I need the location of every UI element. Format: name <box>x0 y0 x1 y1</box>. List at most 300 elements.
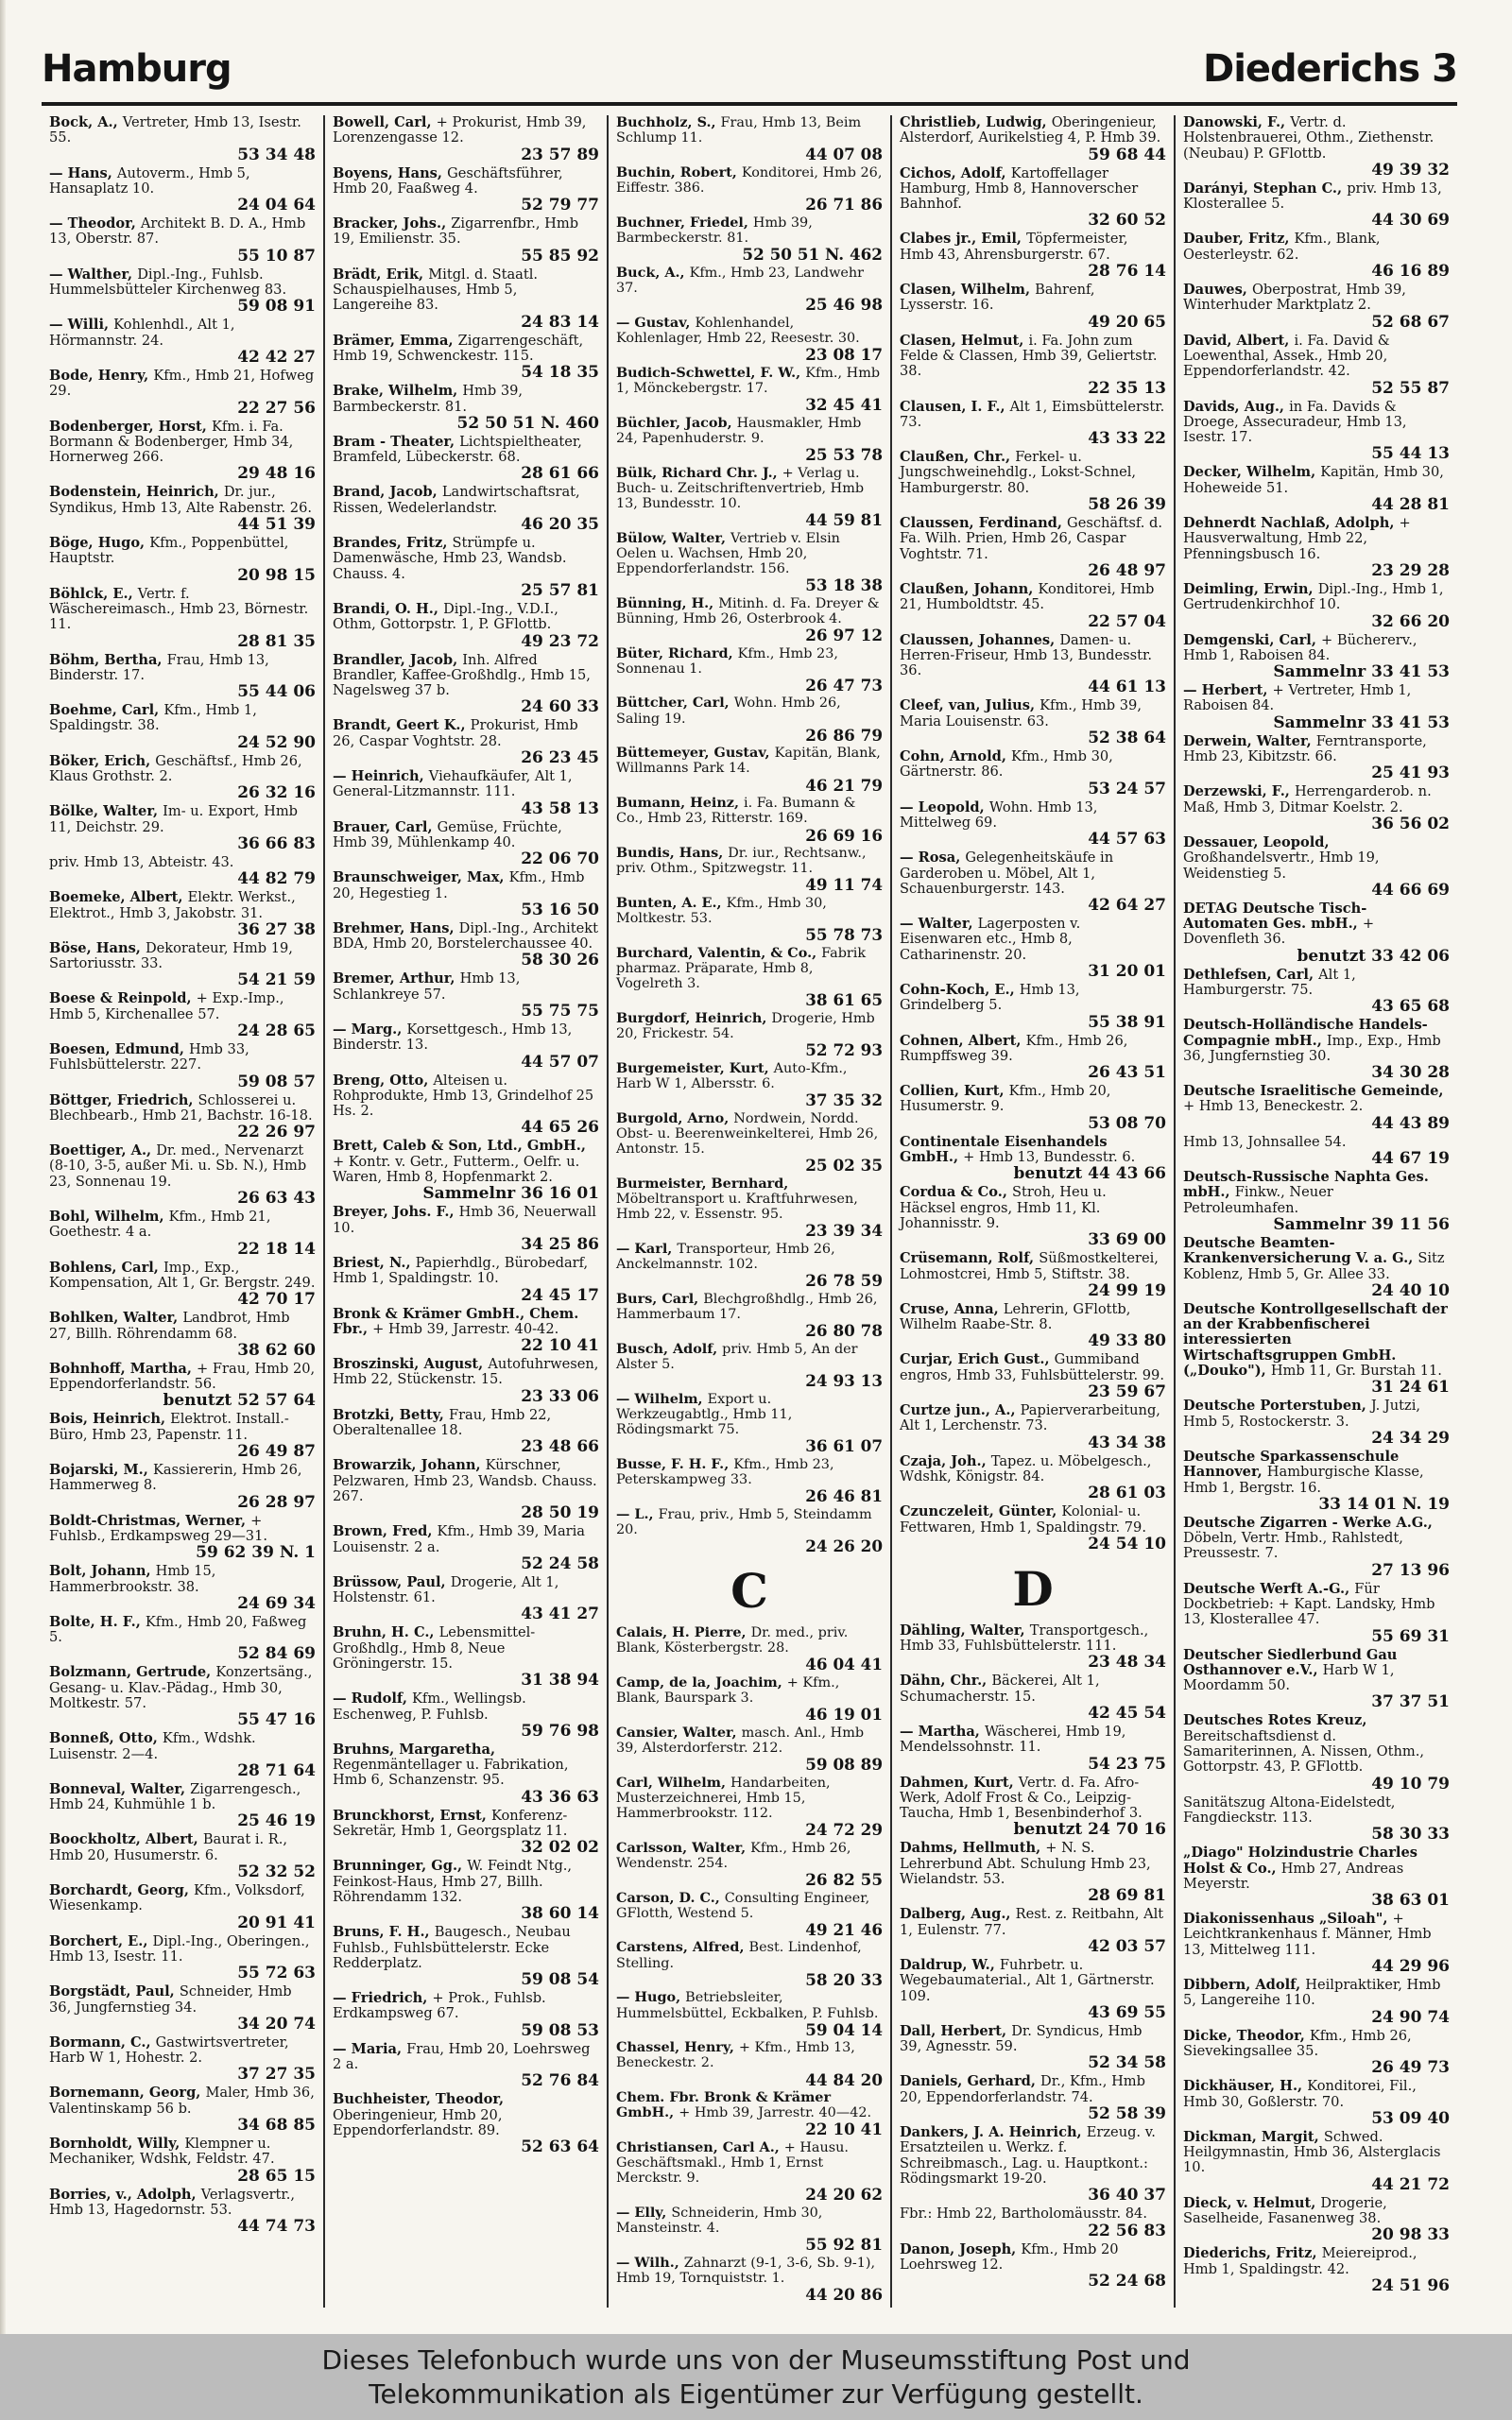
phone-number: 22 27 56 <box>237 398 316 418</box>
phone-number: 52 24 58 <box>521 1553 599 1573</box>
listing-entry <box>1183 582 1450 631</box>
listing-entry <box>1183 1795 1450 1845</box>
phone-number: 43 65 68 <box>1371 997 1450 1017</box>
phone-number: benutzt 24 70 16 <box>1013 1820 1166 1840</box>
phone-number: 36 40 37 <box>1088 2186 1166 2205</box>
listing-entry <box>616 1891 883 1939</box>
listing-name: Bodenstein, Heinrich, <box>49 484 224 501</box>
listing-entry <box>1183 901 1450 966</box>
listing-details: Hmb 33, Fuhlsbüttelerstr. 227. <box>49 1040 249 1073</box>
listing-name: — Theodor, <box>49 215 141 232</box>
phone-number: 29 48 16 <box>237 464 316 484</box>
phone-number: 25 53 78 <box>805 444 883 464</box>
listing-name: Boettiger, A., <box>49 1142 157 1159</box>
listing-details: Frau, priv., Hmb 5, Steindamm 20. <box>616 1506 872 1537</box>
listing-details: Kfm., Hmb 26, Wendenstr. 254. <box>616 1840 851 1871</box>
listing-name: Büttcher, Carl, <box>616 695 734 712</box>
listing-details: Frau, Hmb 22, Oberaltenallee 18. <box>333 1406 552 1439</box>
listing-details: Baugesch., Neubau Fuhlsb., Fuhlsbüttelerstr. Ecke Redderplatz. <box>333 1924 571 1971</box>
listing-details: Dipl.-Ing., Oberingen., Hmb 13, Isestr. 11. <box>49 1932 310 1965</box>
listing-details: Gelegenheitskäufe in Garderoben u. Möbel, Alt 1, Schauenburgerstr. 143. <box>900 850 1114 897</box>
listing-details: Großhandelsvertr., Hmb 19, Weidenstieg 5. <box>1183 850 1380 882</box>
phone-number: 32 66 20 <box>1371 611 1450 631</box>
listing-entry <box>616 215 883 264</box>
listing-name: Clasen, Helmut, <box>900 332 1029 349</box>
listing-entry <box>49 1665 316 1729</box>
phone-number: 55 44 13 <box>1371 444 1450 464</box>
phone-number: 26 71 86 <box>805 195 883 215</box>
listing-details: priv. Hmb 13, Abteistr. 43. <box>49 853 234 870</box>
listing-name: Brunninger, Gg., <box>333 1858 468 1875</box>
listing-details: Betriebsleiter, Hummelsbüttel, Eckbalken, P. Fuhlsb. <box>616 1990 879 2021</box>
listing-name: Buchner, Friedel, <box>616 214 753 231</box>
listing-name: Brüssow, Paul, <box>333 1573 451 1590</box>
listing-details: Mitinh. d. Fa. Dreyer & Bünning, Hmb 26, Osterbrook 4. <box>616 595 880 626</box>
listing-details: Lagerposten v. Eisenwaren etc., Hmb 8, Catharinenstr. 20. <box>900 916 1081 963</box>
listing-name: Bolte, H. F., <box>49 1613 146 1630</box>
phone-number: 59 08 54 <box>521 1970 599 1990</box>
listing-entry <box>616 1507 883 1555</box>
listing-details: Rest. z. Reitbahn, Alt 1, Eulenstr. 77. <box>900 1906 1164 1938</box>
listing-entry <box>1183 1648 1450 1712</box>
listing-details: Architekt B. D. A., Hmb 13, Oberstr. 87. <box>49 215 306 248</box>
phone-number: 54 21 59 <box>237 970 316 990</box>
phone-number: 52 68 67 <box>1371 312 1450 332</box>
listing-name: Browarzik, Johann, <box>333 1457 486 1474</box>
listing-details: Konditorei, Fil., Hmb 30, Goßlerstr. 70. <box>1183 2078 1417 2110</box>
listing-details: + Frau, Hmb 20, Eppendorferlandstr. 56. <box>49 1360 316 1393</box>
listing-entry <box>333 166 599 215</box>
directory-column <box>325 115 609 2308</box>
listing-details: Fuhrbetr. u. Wegebaumaterial., Alt 1, Gärtnerstr. 109. <box>900 1956 1155 2004</box>
phone-number: 44 29 96 <box>1371 1957 1450 1977</box>
listing-details: Gemüse, Früchte, Hmb 39, Mühlenkamp 40. <box>333 818 562 850</box>
listing-details: Ferkel- u. Jungschweinehdlg., Lokst-Schnel, Hamburgerstr. 80. <box>900 449 1137 496</box>
listing-name: Breng, Otto, <box>333 1072 434 1089</box>
phone-number: 49 10 79 <box>1371 1774 1450 1794</box>
listing-details: Zigarrengesch., Hmb 24, Kuhmühle 1 b. <box>49 1780 301 1813</box>
listing-details: + Hmb 13, Bundesstr. 6. <box>963 1149 1136 1166</box>
listing-name: — Martha, <box>900 1724 985 1740</box>
listing-details: Export u. Werkzeugabtlg., Hmb 11, Rödingsmarkt 75. <box>616 1391 793 1438</box>
listing-name: Büchler, Jacob, <box>616 414 737 431</box>
listing-details: + Hmb 13, Beneckestr. 2. <box>1183 1098 1364 1115</box>
phone-number: 42 70 17 <box>237 1290 316 1310</box>
listing-name: Claußen, Johann, <box>900 580 1039 597</box>
phone-number: 44 61 13 <box>1088 678 1166 697</box>
listing-entry <box>616 695 883 744</box>
listing-name: — Rosa, <box>900 850 966 867</box>
listing-details: Konditorei, Hmb 21, Humboldtstr. 45. <box>900 580 1155 613</box>
phone-number: 23 48 34 <box>1088 1653 1166 1673</box>
listing-entry <box>616 2140 883 2204</box>
phone-number: 26 80 78 <box>805 1321 883 1341</box>
phone-number: 59 76 98 <box>521 1721 599 1741</box>
listing-entry <box>49 2085 316 2135</box>
listing-entry <box>49 1093 316 1142</box>
footer-line-2: Telekommunikation als Eigentümer zur Verfügung gestellt. <box>369 2377 1143 2410</box>
phone-number: 22 35 13 <box>1088 378 1166 398</box>
listing-details: Transportgesch., Hmb 33, Fuhlsbüttelerstr. 111. <box>900 1622 1149 1655</box>
listing-entry <box>333 653 599 717</box>
listing-details: Autoverm., Hmb 5, Hansaplatz 10. <box>49 164 250 197</box>
listing-entry <box>49 1514 316 1563</box>
listing-details: Kapitän, Hmb 30, Hoheweide 51. <box>1183 464 1444 496</box>
listing-details: Kfm., Hmb 20, Faßweg 5. <box>49 1613 307 1646</box>
listing-details: Imp., Exp., Hmb 36, Jungfernstieg 30. <box>1183 1032 1441 1064</box>
listing-entry <box>1183 1582 1450 1646</box>
listing-details: Tapez. u. Möbelgesch., Wdshk, Königstr. 84. <box>900 1452 1152 1485</box>
listing-name: Brunckhorst, Ernst, <box>333 1807 491 1824</box>
phone-number: 26 32 16 <box>237 783 316 803</box>
phone-number: 58 26 39 <box>1088 495 1166 515</box>
listing-entry <box>1183 633 1450 682</box>
phone-number: 44 82 79 <box>237 869 316 889</box>
listing-details: Hmb 27, Andreas Meyerstr. <box>1183 1860 1404 1892</box>
listing-name: Dehnerdt Nachlaß, Adolph, <box>1183 515 1400 532</box>
listing-entry <box>1183 2130 1450 2194</box>
listing-entry <box>616 1725 883 1774</box>
phone-number: 27 13 96 <box>1371 1560 1450 1580</box>
listing-details: Prokurist, Hmb 26, Caspar Voghtstr. 28. <box>333 717 578 749</box>
phone-number: 24 26 20 <box>805 1536 883 1555</box>
listing-entry <box>900 582 1166 631</box>
listing-entry <box>616 1940 883 1988</box>
listing-name: Carstens, Alfred, <box>616 1939 749 1956</box>
listing-entry <box>616 2090 883 2138</box>
listing-name: Burs, Carl, <box>616 1291 704 1308</box>
listing-name: Bornemann, Georg, <box>49 2085 206 2102</box>
listing-details: Dr. Syndicus, Hmb 39, Agnesstr. 59. <box>900 2022 1143 2055</box>
listing-details: Ferntransporte, Hmb 23, Kibitzstr. 66. <box>1183 732 1427 765</box>
listing-details: Bahrenf, Lysserstr. 16. <box>900 282 1095 314</box>
listing-entry <box>1183 2079 1450 2128</box>
listing-name: Boyens, Hans, <box>333 164 448 181</box>
phone-number: 49 21 46 <box>805 1919 883 1939</box>
phone-number: 24 93 13 <box>805 1371 883 1391</box>
listing-name: Bram - Theater, <box>333 433 460 450</box>
phone-number: 26 78 59 <box>805 1271 883 1291</box>
listing-entry <box>49 1934 316 1983</box>
listing-details: Stroh, Heu u. Häcksel engros, Hmb 11, Kl. Johannisstr. 9. <box>900 1184 1107 1231</box>
listing-name: Darányi, Stephan C., <box>1183 180 1348 197</box>
listing-name: Bodenberger, Horst, <box>49 418 212 435</box>
listing-details: Hmb 13, Johnsallee 54. <box>1183 1133 1347 1150</box>
listing-entry <box>333 718 599 767</box>
listing-name: Deutsche Kontrollgesellschaft der an der Krabbenfischerei interessierten Wirtschaftsgruppen GmbH. („Douko"), <box>1183 1300 1448 1380</box>
listing-details: Konferenz-Sekretär, Hmb 1, Georgsplatz 11. <box>333 1807 568 1840</box>
listing-entry <box>49 991 316 1040</box>
listing-name: Christlieb, Ludwig, <box>900 115 1052 130</box>
listing-entry <box>616 1292 883 1340</box>
listing-entry <box>1183 1084 1450 1133</box>
phone-number: 49 39 32 <box>1371 160 1450 180</box>
listing-entry <box>900 166 1166 231</box>
phone-number: 28 61 66 <box>521 464 599 484</box>
phone-number: 33 69 00 <box>1088 1230 1166 1250</box>
listing-entry <box>616 366 883 414</box>
listing-name: Burgdorf, Heinrich, <box>616 1010 772 1027</box>
page-edge <box>0 0 6 2334</box>
listing-name: Dauwes, <box>1183 282 1252 299</box>
listing-name: Dahmen, Kurt, <box>900 1774 1019 1791</box>
phone-number: 23 59 67 <box>1088 1382 1166 1402</box>
phone-number: 28 71 64 <box>237 1760 316 1780</box>
listing-details: Fbr.: Hmb 22, Bartholomäusstr. 84. <box>900 2205 1147 2223</box>
phone-number: 24 72 29 <box>805 1819 883 1839</box>
listing-name: Clasen, Wilhelm, <box>900 282 1036 299</box>
listing-name: Brotzki, Betty, <box>333 1406 449 1423</box>
listing-entry <box>1183 734 1450 783</box>
phone-number: 54 23 75 <box>1088 1754 1166 1774</box>
listing-entry <box>333 820 599 869</box>
listing-name: Brandes, Fritz, <box>333 535 453 552</box>
phone-number: 53 09 40 <box>1371 2108 1450 2128</box>
listing-entry <box>333 1742 599 1807</box>
listing-entry <box>333 1809 599 1858</box>
phone-number: 44 07 08 <box>805 145 883 164</box>
running-head-left: Hamburg <box>42 47 232 91</box>
listing-entry <box>333 1991 599 2040</box>
directory-column <box>1176 115 1457 2308</box>
listing-details: Töpfermeister, Hmb 43, Ahrensburgerstr. 67. <box>900 231 1128 263</box>
phone-number: 24 34 29 <box>1371 1428 1450 1448</box>
phone-number: 42 42 27 <box>237 347 316 367</box>
phone-number: 49 23 72 <box>521 631 599 651</box>
listing-entry <box>1183 1912 1450 1976</box>
listing-details: Damen- u. Herren-Friseur, Hmb 13, Bundesstr. 36. <box>900 631 1152 679</box>
listing-entry <box>49 115 316 164</box>
listing-name: — Gustav, <box>616 314 696 331</box>
listing-details: Kassiererin, Hmb 26, Hammerweg 8. <box>49 1462 302 1494</box>
listing-details: Oberingenieur, Hmb 20, Eppendorferlandstr. 89. <box>333 2106 503 2138</box>
listing-name: Buchheister, Theodor, <box>333 2091 505 2108</box>
listing-name: Böge, Hugo, <box>49 535 150 552</box>
listing-entry <box>1183 516 1450 580</box>
phone-number: 52 50 51 N. 462 <box>742 245 883 265</box>
phone-number: 24 52 90 <box>237 732 316 752</box>
directory-column <box>609 115 892 2308</box>
listing-entry <box>333 769 599 818</box>
listing-entry <box>1183 1236 1450 1300</box>
phone-number: 52 72 93 <box>805 1040 883 1060</box>
listing-name: Busse, F. H. F., <box>616 1455 734 1472</box>
listing-details: Zigarrenfbr., Hmb 19, Emilienstr. 35. <box>333 215 579 248</box>
listing-details: W. Feindt Ntg., Feinkost-Haus, Hmb 27, Billh. Röhrendamm 132. <box>333 1858 573 1905</box>
listing-name: Carl, Wilhelm, <box>616 1774 731 1791</box>
listing-entry <box>49 941 316 990</box>
phone-number: 36 66 83 <box>237 833 316 853</box>
listing-name: Danon, Joseph, <box>900 2240 1022 2257</box>
listing-details: Vertrieb v. Elsin Oelen u. Wachsen, Hmb 20, Eppendorferlandstr. 156. <box>616 530 840 576</box>
listing-details: Gastwirtsvertreter, Harb W 1, Hohestr. 2. <box>49 2034 289 2067</box>
listing-details: Geschäftsf. d. Fa. Wilh. Prien, Hmb 26, Caspar Voghtstr. 71. <box>900 515 1162 562</box>
listing-entry <box>333 1139 599 1203</box>
phone-number: 37 27 35 <box>237 2065 316 2085</box>
section-letter: C <box>730 1562 768 1619</box>
listing-entry <box>49 855 316 888</box>
listing-details: Wohn. Hmb 13, Mittelweg 69. <box>900 798 1098 831</box>
listing-name: — Leopold, <box>900 798 989 815</box>
listing-name: Derwein, Walter, <box>1183 732 1316 749</box>
listing-name: Cohn-Koch, E., <box>900 981 1020 998</box>
listing-name: Büttemeyer, Gustav, <box>616 745 775 762</box>
phone-number: 26 48 97 <box>1088 560 1166 580</box>
listing-entry <box>49 2035 316 2085</box>
listing-name: Bronk & Krämer GmbH., Chem. Fbr., <box>333 1305 579 1337</box>
listing-entry <box>900 917 1166 981</box>
listing-entry <box>900 1084 1166 1133</box>
phone-number: 37 37 51 <box>1371 1692 1450 1712</box>
listing-name: — Herbert, <box>1183 682 1273 699</box>
listing-details: + N. S. Lehrerbund Abt. Schulung Hmb 23, Wielandstr. 53. <box>900 1840 1151 1888</box>
listing-details: Kfm., Hmb 39, Maria Louisenstr. 2 a. <box>333 1523 585 1555</box>
listing-entry <box>616 316 883 364</box>
phone-number: 24 83 14 <box>521 312 599 332</box>
listing-name: Cohnen, Albert, <box>900 1032 1026 1049</box>
phone-number: 49 11 74 <box>805 875 883 895</box>
phone-number: 43 33 22 <box>1088 429 1166 449</box>
phone-number: 44 20 86 <box>805 2285 883 2305</box>
listing-details: Alt 1, Eimsbüttelerstr. 73. <box>900 398 1165 430</box>
listing-name: Deutsche Zigarren - Werke A.G., <box>1183 1514 1433 1531</box>
listing-name: Böttger, Friedrich, <box>49 1091 198 1108</box>
listing-name: Continentale Eisenhandels GmbH., <box>900 1133 1108 1166</box>
listing-entry <box>900 1454 1166 1503</box>
listing-entry <box>49 1984 316 2034</box>
listing-name: Deutscher Siedlerbund Gau Osthannover e.V., <box>1183 1646 1398 1678</box>
listing-entry <box>333 485 599 534</box>
listing-entry <box>1183 334 1450 398</box>
listing-name: Brake, Wilhelm, <box>333 383 463 400</box>
listing-entry <box>616 646 883 695</box>
phone-number: 44 74 73 <box>237 2217 316 2237</box>
listing-entry <box>333 1307 599 1356</box>
listing-entry <box>49 216 316 266</box>
listing-entry <box>333 1625 599 1690</box>
phone-number: 36 56 02 <box>1371 814 1450 833</box>
listing-entry <box>49 1311 316 1360</box>
listing-name: Bormann, C., <box>49 2034 156 2051</box>
listing-name: Cichos, Adolf, <box>900 164 1011 181</box>
listing-entry <box>1183 1135 1450 1168</box>
listing-details: Kürschner, Pelzwaren, Hmb 23, Wandsb. Chauss. 267. <box>333 1457 597 1504</box>
phone-number: 49 33 80 <box>1088 1331 1166 1351</box>
listing-details: Elektr. Werkst., Elektrot., Hmb 3, Jakobstr. 31. <box>49 889 296 921</box>
listing-details: Kohlenhdl., Alt 1, Hörmannstr. 24. <box>49 317 235 349</box>
listing-entry <box>49 420 316 484</box>
listing-name: Daniels, Gerhard, <box>900 2073 1041 2090</box>
listing-details: + Fuhlsb., Erdkampsweg 29—31. <box>49 1512 268 1544</box>
listing-details: Süßmostkelterei, Lohmostcrei, Hmb 5, Stiftstr. 38. <box>900 1250 1159 1282</box>
listing-details: Strümpfe u. Damenwäsche, Hmb 23, Wandsb. Chauss. 4. <box>333 535 567 582</box>
phone-number: 59 04 14 <box>805 2019 883 2039</box>
listing-entry <box>900 800 1166 850</box>
listing-entry <box>1183 1450 1450 1514</box>
listing-entry <box>49 2137 316 2186</box>
phone-number: 54 18 35 <box>521 363 599 383</box>
listing-entry <box>333 1408 599 1457</box>
listing-name: Brown, Fred, <box>333 1523 438 1540</box>
phone-number: benutzt 52 57 64 <box>163 1391 316 1411</box>
directory-column <box>42 115 325 2308</box>
phone-number: 24 51 96 <box>1371 2275 1450 2295</box>
listing-entry <box>900 1251 1166 1300</box>
listing-name: Boemeke, Albert, <box>49 889 188 906</box>
phone-number: 44 84 20 <box>805 2069 883 2089</box>
phone-number: 23 57 89 <box>521 145 599 164</box>
listing-entry <box>616 531 883 594</box>
listing-entry <box>49 754 316 803</box>
listing-name: Brehmer, Hans, <box>333 919 459 936</box>
listing-entry <box>333 267 599 332</box>
listing-name: Bode, Henry, <box>49 367 154 384</box>
listing-entry <box>333 1524 599 1573</box>
listing-entry <box>616 2205 883 2254</box>
phone-number: 44 43 89 <box>1371 1113 1450 1133</box>
listing-entry <box>900 1673 1166 1723</box>
listing-name: Boesen, Edmund, <box>49 1040 189 1057</box>
listing-details: Elektrot. Install.-Büro, Hmb 23, Papenstr. 11. <box>49 1411 289 1443</box>
listing-details: Hausmakler, Hmb 24, Papenhuderstr. 9. <box>616 415 862 446</box>
listing-entry <box>900 516 1166 580</box>
listing-details: Dr. med., Nervenarzt (8-10, 3-5, außer Mi. u. Sb. N.), Hmb 23, Sonnenau 19. <box>49 1142 307 1190</box>
listing-name: Bonneval, Walter, <box>49 1780 191 1797</box>
phone-number: 26 49 87 <box>237 1442 316 1462</box>
listing-entry <box>900 283 1166 332</box>
listing-details: priv. Hmb 13, Klosterallee 5. <box>1183 180 1442 213</box>
listing-name: Carlsson, Walter, <box>616 1839 751 1856</box>
listing-details: Erzeug. v. Ersatzteilen u. Werkz. f. Schreibmasch., Lag. u. Hauptkont.: Rödingsmarkt 19-20. <box>900 2124 1156 2187</box>
listing-entry <box>900 1958 1166 2022</box>
listing-entry <box>616 846 883 894</box>
listing-details: Schneiderin, Hmb 30, Mansteinstr. 4. <box>616 2205 823 2237</box>
phone-number: 28 50 19 <box>521 1503 599 1523</box>
phone-number: Sammelnr 36 16 01 <box>422 1184 599 1204</box>
phone-number: 58 30 33 <box>1371 1825 1450 1845</box>
phone-number: 44 65 26 <box>521 1118 599 1138</box>
listing-entry <box>49 369 316 418</box>
listing-entry <box>333 971 599 1021</box>
listing-name: Calais, H. Pierre, <box>616 1623 751 1640</box>
listing-entry <box>900 1907 1166 1956</box>
listing-details: Dipl.-Ing., Architekt BDA, Hmb 20, Borstelerchaussee 40. <box>333 919 599 953</box>
listing-details: + Verlag u. Buch- u. Zeitschriftenvertrieb, Hmb 13, Bundesstr. 10. <box>616 465 865 511</box>
listing-entry <box>49 536 316 585</box>
listing-name: Dauber, Fritz, <box>1183 231 1295 248</box>
phone-number: 52 38 64 <box>1088 729 1166 748</box>
listing-name: Clabes jr., Emil, <box>900 231 1027 248</box>
listing-entry <box>900 1725 1166 1774</box>
phone-number: 55 78 73 <box>805 925 883 945</box>
listing-entry <box>1183 1978 1450 2027</box>
listing-entry <box>333 1073 599 1138</box>
phone-number: 20 98 15 <box>237 565 316 585</box>
listing-details: Konditorei, Hmb 26, Eiffestr. 386. <box>616 164 883 197</box>
phone-number: 26 28 97 <box>237 1492 316 1512</box>
phone-number: 34 68 85 <box>237 2116 316 2136</box>
listing-details: Konzertsäng., Gesang- u. Klav.-Pädag., Hmb 30, Moltkestr. 57. <box>49 1664 313 1711</box>
listing-details: Lehrerin, GFlottb, Wilhelm Raabe-Str. 8. <box>900 1300 1131 1333</box>
phone-number: 52 24 68 <box>1088 2272 1166 2291</box>
phone-number: 26 46 81 <box>805 1486 883 1506</box>
listing-name: Böhm, Bertha, <box>49 651 167 668</box>
listing-entry <box>616 1061 883 1109</box>
phone-number: 38 61 65 <box>805 990 883 1010</box>
listing-details: Kfm., Hmb 21, Goethestr. 4 a. <box>49 1209 271 1241</box>
listing-entry <box>1183 181 1450 231</box>
phone-number: 43 34 38 <box>1088 1433 1166 1452</box>
